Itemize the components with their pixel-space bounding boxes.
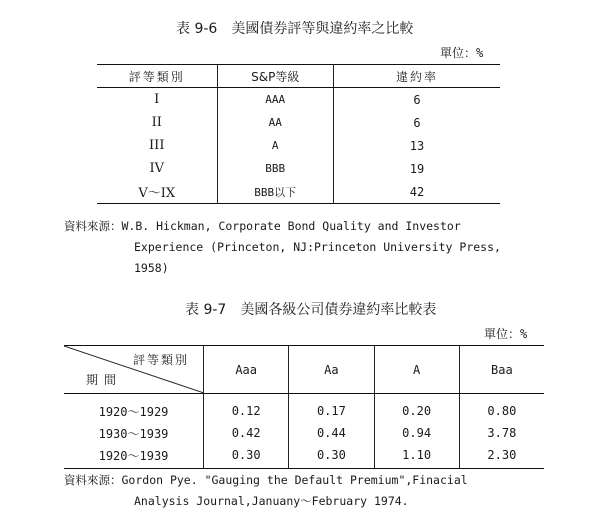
table2-corner-cell <box>64 346 204 394</box>
default-rate-cell: 13 <box>409 138 425 153</box>
table-row <box>97 157 500 180</box>
table-row <box>97 134 500 157</box>
default-rate-cell: 6 <box>413 115 421 130</box>
rating-class-cell: III <box>149 138 165 153</box>
value-cell: 1.10 <box>374 444 459 469</box>
table1-caption <box>176 18 413 38</box>
table1-source-line: 1958) <box>134 261 169 275</box>
table2-source-line: 資料來源：Gordon Pye. "Gauging the Default Premium",Finacial <box>64 473 468 487</box>
value-cell: 0.30 <box>204 444 289 469</box>
table2-source-line: Analysis Journal,Januany～February 1974. <box>134 494 409 508</box>
default-rate-cell: 42 <box>333 180 500 204</box>
table1-source-line: Experience (Princeton, NJ:Princeton University Press, <box>134 240 501 254</box>
default-rate-cell: 6 <box>413 92 421 107</box>
table2 <box>64 345 544 469</box>
table-row <box>97 180 500 204</box>
table2-header-row <box>64 346 544 394</box>
sp-grade-cell: BBB <box>217 157 333 180</box>
table1-unit: 單位：% <box>440 46 484 60</box>
table2-header-cell: Aa <box>289 346 374 394</box>
value-cell: 3.78 <box>459 422 544 444</box>
sp-grade-cell: AA <box>217 111 333 134</box>
table2-header-cell: Baa <box>459 346 544 394</box>
value-cell: 0.94 <box>374 422 459 444</box>
table-row <box>64 422 544 444</box>
period-cell: 1920～1939 <box>64 444 204 469</box>
table1 <box>97 64 500 204</box>
table2-unit: 單位：% <box>484 327 528 341</box>
table-row <box>64 444 544 469</box>
rating-class-cell: II <box>151 115 162 130</box>
table1-source-line: 資料來源：W.B. Hickman, Corporate Bond Quality and Investor <box>64 219 461 233</box>
table2-caption <box>185 299 436 319</box>
table1-header-cell: 評等類別 <box>97 65 217 88</box>
table-row <box>64 394 544 423</box>
sp-grade-cell: BBB以下 <box>217 180 333 204</box>
value-cell: 0.20 <box>374 394 459 423</box>
corner-top-label: 評等類別 <box>133 353 190 367</box>
value-cell: 0.12 <box>204 394 289 423</box>
table2-source <box>64 470 468 512</box>
table-row <box>97 111 500 134</box>
table1-caption-title: 美國債券評等與違約率之比較 <box>231 21 414 37</box>
rating-class-cell: V～IX <box>97 180 217 204</box>
table1-header-cell: S&P等級 <box>217 65 333 88</box>
table1-source <box>64 216 501 279</box>
table2-caption-number: 表 9-7 <box>185 302 227 318</box>
table1-header-cell: 違約率 <box>333 65 500 88</box>
table2-header-cell: Aaa <box>204 346 289 394</box>
value-cell: 0.42 <box>204 422 289 444</box>
period-cell: 1930～1939 <box>98 426 169 441</box>
value-cell: 2.30 <box>459 444 544 469</box>
rating-class-cell: IV <box>149 161 165 176</box>
default-rate-cell: 19 <box>409 161 425 176</box>
value-cell: 0.17 <box>289 394 374 423</box>
value-cell: 0.80 <box>459 394 544 423</box>
value-cell: 0.30 <box>289 444 374 469</box>
value-cell: 0.44 <box>289 422 374 444</box>
table2-caption-title: 美國各級公司債券違約率比較表 <box>240 302 437 318</box>
sp-grade-cell: A <box>217 134 333 157</box>
corner-bottom-label: 期間 <box>86 373 123 387</box>
table1-header-row <box>97 65 500 88</box>
table1-caption-number: 表 9-6 <box>176 21 218 37</box>
rating-class-cell: I <box>154 92 160 107</box>
table2-header-cell: A <box>374 346 459 394</box>
sp-grade-cell: AAA <box>217 88 333 112</box>
table-row <box>97 88 500 112</box>
period-cell: 1920～1929 <box>98 404 169 419</box>
